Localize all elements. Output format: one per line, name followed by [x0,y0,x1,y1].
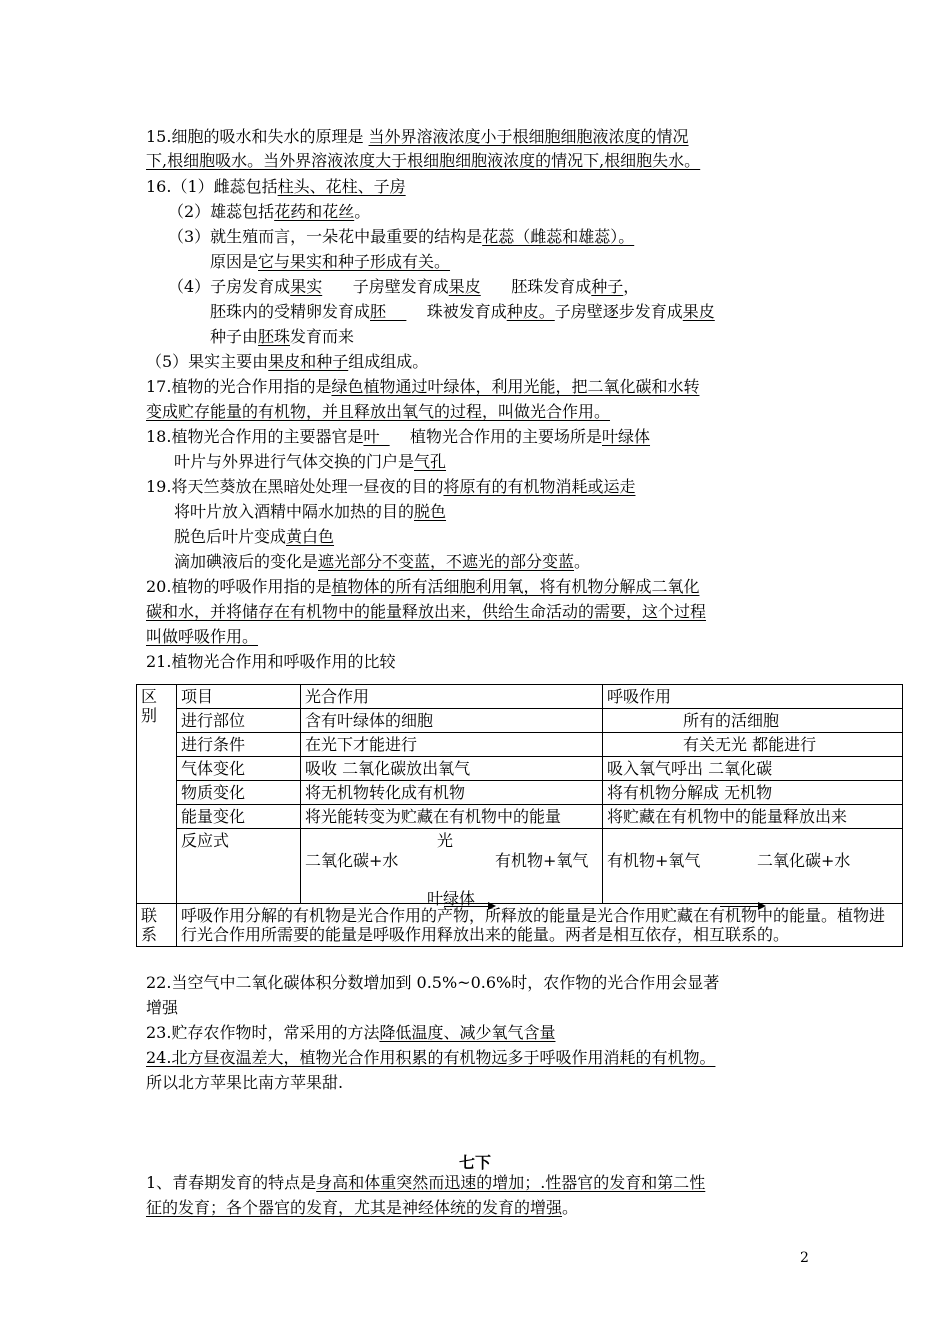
table-cell: 将贮藏在有机物中的能量释放出来 [603,805,903,829]
item-15-line-2: 下,根细胞吸水。当外界溶液浓度大于根细胞细胞液浓度的情况下,根细胞失水。 [146,151,701,170]
equation-reactants: 二氧化碳+水 [305,851,399,870]
table-cell: 吸入氧气呼出 二氧化碳 [603,757,903,781]
equation-condition-chloroplast: 叶绿体 [427,889,476,908]
item-20-line-1: 20.植物的呼吸作用指的是植物体的所有活细胞利用氧，将有机物分解成二氧化 [146,577,700,596]
item-19-line-1: 19.将天竺葵放在黑暗处处理一昼夜的目的将原有的有机物消耗或运走 [146,477,636,496]
table-cell [137,829,177,904]
item-16-4-line-3: 种子由胚珠发育而来 [210,327,355,346]
table-cell: 将光能转变为贮藏在有机物中的能量 [301,805,603,829]
photosynthesis-arrow-icon [444,906,494,907]
equation-products: 有机物+氧气 [495,851,589,870]
comparison-table [136,684,903,947]
item-21-title: 21.植物光合作用和呼吸作用的比较 [146,652,396,671]
equation-reactants: 有机物+氧气 [607,851,701,870]
item-16-3-reason: 原因是它与果实和种子形成有关。 [210,252,451,271]
item-23: 23.贮存农作物时，常采用的方法降低温度、减少氧气含量 [146,1023,556,1042]
table-cell: 物质变化 [177,781,301,805]
table-cell: 将无机物转化成有机物 [301,781,603,805]
table-row-relation [137,904,903,947]
item-16-4-line-2: 胚珠内的受精卵发育成胚 珠被发育成种皮。子房壁逐步发育成果皮 [210,302,715,321]
table-cell: 有关无光 都能进行 [603,733,903,757]
table-cell: 进行条件 [177,733,301,757]
table-row-label-relation: 联系 [137,904,177,947]
table-row-label-distinction: 区别 [137,685,177,829]
table-header-cell: 项目 [177,685,301,709]
table-row [137,781,903,805]
item-22-line-1: 22.当空气中二氧化碳体积分数增加到 0.5%~0.6%时，农作物的光合作用会显著 [146,973,720,992]
table-cell: 将有机物分解成 无机物 [603,781,903,805]
item-24-line-1: 24.北方昼夜温差大，植物光合作用积累的有机物远多于呼吸作用消耗的有机物。 [146,1048,716,1067]
table-cell: 气体变化 [177,757,301,781]
item-22-line-2: 增强 [146,998,179,1017]
table-row-reaction [137,829,903,904]
table-cell: 吸收 二氧化碳放出氧气 [301,757,603,781]
respiration-arrow-icon [720,906,764,907]
item-17-line-2: 变成贮存能量的有机物，并且释放出氧气的过程，叫做光合作用。 [146,402,611,421]
section-item-1-line-1: 1、青春期发育的特点是身高和体重突然而迅速的增加；.性器官的发育和第二性 [146,1173,706,1192]
equation-products: 二氧化碳+水 [757,851,851,870]
relation-text: 呼吸作用分解的有机物是光合作用的产物，所释放的能量是光合作用贮藏在有机物中的能量。植物进行光合作用所需要的能量是呼吸作用释放出来的能量。两者是相互依存，相互联系的。 [177,904,903,947]
table-header-cell: 光合作用 [301,685,603,709]
item-17-line-1: 17.植物的光合作用指的是绿色植物通过叶绿体，利用光能，把二氧化碳和水转 [146,377,700,396]
table-row [137,709,903,733]
table-cell: 反应式 [177,829,301,904]
table-header-row [137,685,903,709]
table-cell: 在光下才能进行 [301,733,603,757]
table-header-cell: 呼吸作用 [603,685,903,709]
equation-condition-light: 光 [437,831,454,850]
section-heading: 七下 [458,1153,491,1172]
table-cell: 所有的活细胞 [603,709,903,733]
table-row [137,805,903,829]
item-19-line-3: 脱色后叶片变成黄白色 [174,527,335,546]
section-item-1-line-2: 征的发育；各个器官的发育，尤其是神经体统的发育的增强。 [146,1198,579,1217]
item-16-2: （2）雄蕊包括花药和花丝。 [168,202,371,221]
page-number: 2 [800,1250,809,1266]
item-20-line-2: 碳和水，并将储存在有机物中的能量释放出来，供给生命活动的需要，这个过程 [146,602,707,621]
item-16-1: 16.（1）雌蕊包括柱头、花柱、子房 [146,177,406,196]
respiration-equation [603,829,903,904]
item-16-3: （3）就生殖而言，一朵花中最重要的结构是花蕊（雌蕊和雄蕊）。 [168,227,635,246]
item-18-line-2: 叶片与外界进行气体交换的门户是气孔 [174,452,447,471]
item-20-line-3: 叫做呼吸作用。 [146,627,259,646]
table-cell: 含有叶绿体的细胞 [301,709,603,733]
table-cell: 进行部位 [177,709,301,733]
item-16-5: （5）果实主要由果皮和种子组成组成。 [146,352,429,371]
item-15-line-1: 15.细胞的吸水和失水的原理是 当外界溶液浓度小于根细胞细胞液浓度的情况 [146,127,689,146]
table-cell: 能量变化 [177,805,301,829]
item-19-line-2: 将叶片放入酒精中隔水加热的目的脱色 [174,502,447,521]
photosynthesis-equation [301,829,603,908]
item-18-line-1: 18.植物光合作用的主要器官是叶 植物光合作用的主要场所是叶绿体 [146,427,651,446]
item-19-line-4: 滴加碘液后的变化是遮光部分不变蓝，不遮光的部分变蓝。 [174,552,591,571]
item-24-line-2: 所以北方苹果比南方苹果甜. [146,1073,344,1092]
item-16-4: （4）子房发育成果实 子房壁发育成果皮 胚珠发育成种子， [168,277,640,296]
table-row [137,757,903,781]
table-row [137,733,903,757]
